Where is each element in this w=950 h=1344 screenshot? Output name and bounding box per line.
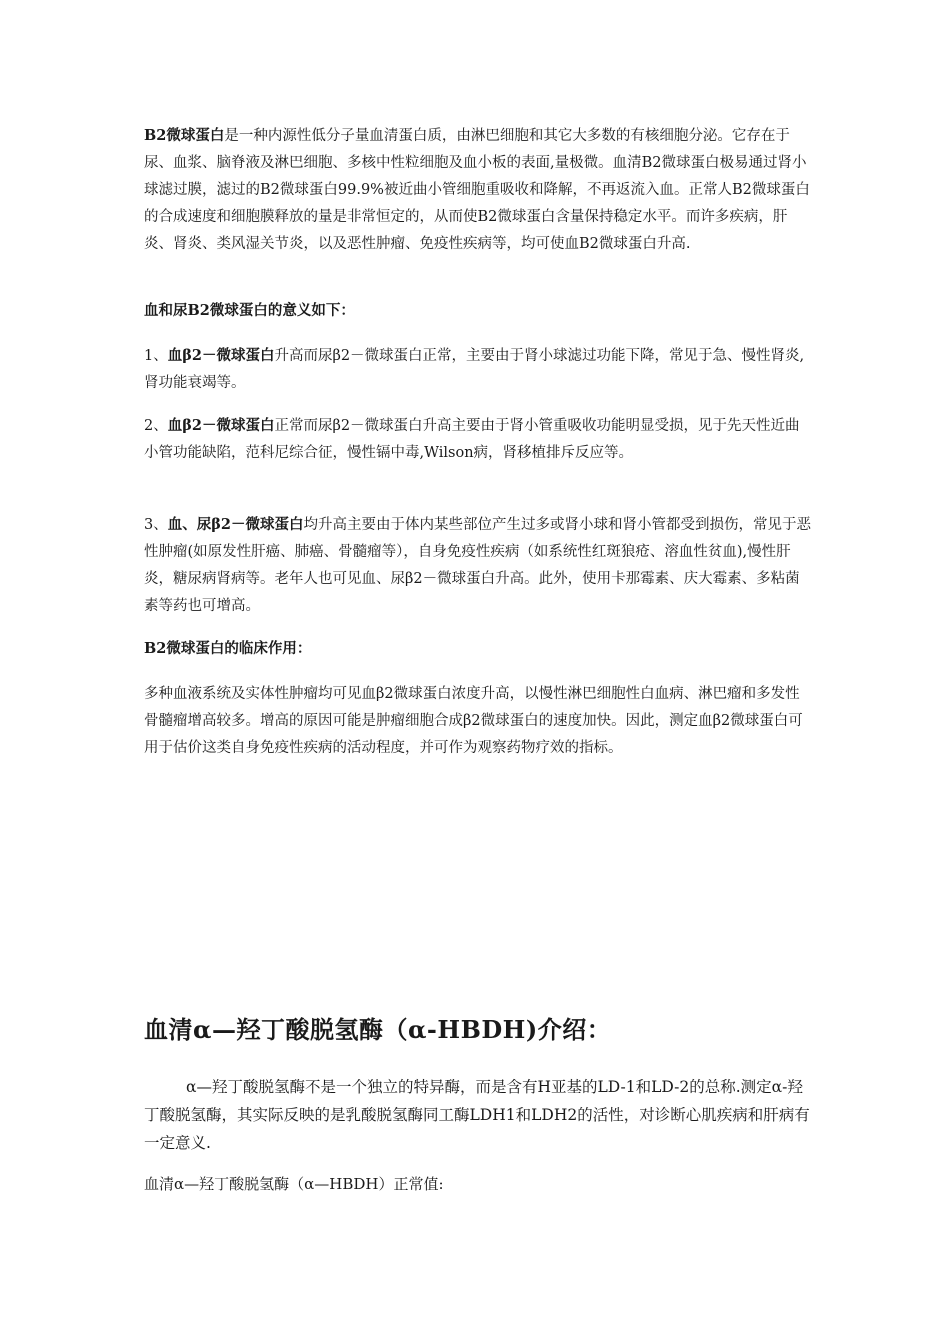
significance-item-1 bbox=[144, 342, 814, 397]
item-term: 血、尿β2－微球蛋白 bbox=[167, 516, 304, 533]
significance-item-2 bbox=[144, 412, 814, 467]
item-prefix: 1、 bbox=[144, 348, 168, 364]
item-text: 正常而尿β2－微球蛋白升高主要由于肾小管重吸收功能明显受损，见于先天性近曲小管功能缺陷，范科尼综合征，慢性镉中毒,Wilson病，肾移植排斥反应等。 bbox=[144, 418, 800, 461]
hbdh-intro-text: α—羟丁酸脱氢酶不是一个独立的特异酶，而是含有H亚基的LD-1和LD-2的总称.测定α-羟丁酸脱氢酶，其实际反映的是乳酸脱氢酶同工酶LDH1和LDH2的活性，对诊断心肌疾病和肝病有一定意义. bbox=[144, 1078, 810, 1152]
hbdh-section-title: 血清α—羟丁酸脱氢酶（α-HBDH)介绍： bbox=[144, 1015, 612, 1044]
item-term: 血β2－微球蛋白 bbox=[167, 417, 275, 434]
significance-heading: 血和尿B2微球蛋白的意义如下： bbox=[144, 302, 355, 319]
clinical-heading: B2微球蛋白的临床作用： bbox=[144, 640, 312, 657]
significance-item-3 bbox=[144, 511, 814, 620]
hbdh-normal-value-label: 血清α—羟丁酸脱氢酶（α—HBDH）正常值: bbox=[144, 1175, 444, 1193]
b2m-intro-paragraph bbox=[144, 122, 814, 258]
item-text: 均升高主要由于体内某些部位产生过多或肾小球和肾小管都受到损伤，常见于恶性肿瘤(如原发性肝癌、肺癌、骨髓瘤等），自身免疫性疾病（如系统性红斑狼疮、溶血性贫血),慢性肝炎，糖尿病肾病等。老年人也可见血、尿β2－微球蛋白升高。此外，使用卡那霉素、庆大霉素、多粘菌素等药也可增高。 bbox=[144, 517, 811, 614]
item-prefix: 2、 bbox=[144, 418, 168, 434]
item-text: 升高而尿β2－微球蛋白正常，主要由于肾小球滤过功能下降，常见于急、慢性肾炎,肾功能衰竭等。 bbox=[144, 348, 805, 391]
clinical-paragraph: 多种血液系统及实体性肿瘤均可见血β2微球蛋白浓度升高，以慢性淋巴细胞性白血病、淋巴瘤和多发性骨髓瘤增高较多。增高的原因可能是肿瘤细胞合成β2微球蛋白的速度加快。因此，测定血β2微球蛋白可用于估价这类自身免疫性疾病的活动程度，并可作为观察药物疗效的指标。 bbox=[144, 686, 803, 756]
item-term: 血β2－微球蛋白 bbox=[167, 347, 275, 364]
item-prefix: 3、 bbox=[144, 517, 168, 533]
b2m-term: B2微球蛋白 bbox=[144, 127, 225, 144]
hbdh-intro-paragraph bbox=[144, 1073, 814, 1157]
b2m-intro-text: 是一种内源性低分子量血清蛋白质，由淋巴细胞和其它大多数的有核细胞分泌。它存在于尿、血浆、脑脊液及淋巴细胞、多核中性粒细胞及血小板的表面,量极微。血清B2微球蛋白极易通过肾小球滤过膜，滤过的B2微球蛋白99.9%被近曲小管细胞重吸收和降解，不再返流入血。正常人B2微球蛋白的合成速度和细胞膜释放的量是非常恒定的，从而使B2微球蛋白含量保持稳定水平。而许多疾病，肝炎、肾炎、类风湿关节炎，以及恶性肿瘤、免疫性疾病等，均可使血B2微球蛋白升高. bbox=[144, 128, 810, 252]
